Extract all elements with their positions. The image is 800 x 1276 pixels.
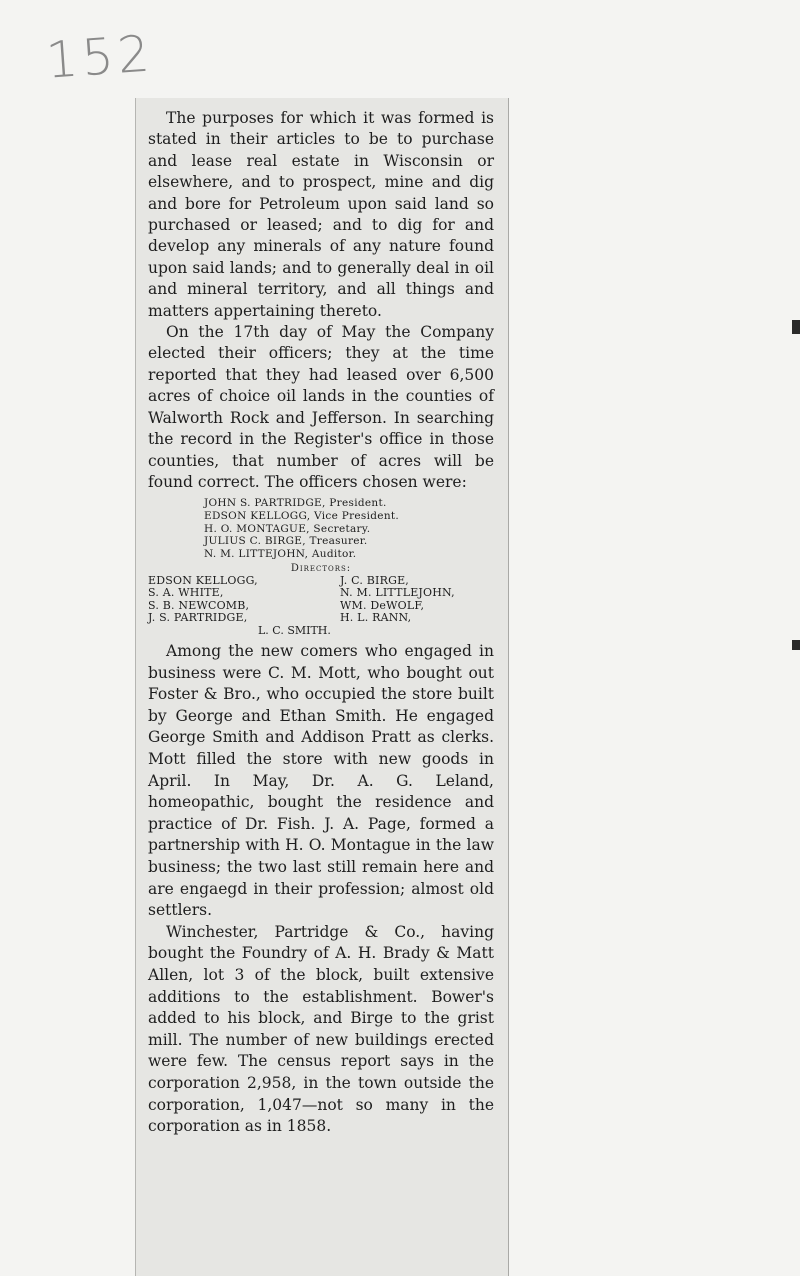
director-entry: J. S. PARTRIDGE, bbox=[148, 610, 248, 624]
director-entry: J. C. BIRGE, bbox=[340, 574, 409, 588]
article-paragraph: Among the new comers who engaged in business were C. M. Mott, who bought out Foster & Bro., who occupied the store built by George and Ethan Smith. He engaged George Smith and Addison Pratt as clerks. Mott filled the store with new goods in April. In May, Dr. A. G. Leland, homeopathic, bought the residence and practice of Dr. Fish. J. A. Page, formed a partnership with H. O. Montague in the law business; the two last still remain here and are engaegd in their profession; almost old settlers. bbox=[148, 642, 494, 920]
director-entry: N. M. LITTLEJOHN, bbox=[340, 586, 455, 600]
director-entry: L. C. SMITH. bbox=[258, 624, 331, 638]
article-paragraph: The purposes for which it was formed is stated in their articles to be to purchase and lease real estate in Wisconsin or elsewhere, and to prospect, mine and dig and bore for Petroleum upon said land so purchased or leased; and to dig for and develop any minerals of any nature found upon said lands; and to generally deal in oil and mineral territory, and all things and matters appertaining thereto. bbox=[148, 109, 494, 320]
article-paragraph: Winchester, Partridge & Co., having bought the Foundry of A. H. Brady & Matt Allen, lot 3 of the block, built extensive additions to the establishment. Bower's added to his block, and Birge to the grist mill. The number of new buildings erected were few. The census report says in the corporation 2,958, in the town outside the corporation, 1,047—not so many in the corporation as in 1858. bbox=[148, 922, 494, 1136]
directors-list bbox=[148, 575, 494, 624]
page-number: 152 bbox=[44, 24, 156, 90]
officer-entry: JULIUS C. BIRGE, Treasurer. bbox=[204, 535, 368, 548]
director-entry: S. A. WHITE, bbox=[148, 586, 224, 600]
scan-edge-mark bbox=[792, 320, 800, 334]
officers-list bbox=[148, 497, 494, 560]
directors-heading: Directors: bbox=[290, 563, 352, 575]
officer-entry: H. O. MONTAGUE, Secretary. bbox=[204, 522, 371, 535]
officer-entry: JOHN S. PARTRIDGE, President. bbox=[204, 497, 387, 510]
director-entry: S. B. NEWCOMB, bbox=[148, 598, 250, 612]
newspaper-clipping bbox=[135, 98, 509, 1276]
director-entry: EDSON KELLOGG, bbox=[148, 574, 258, 588]
director-entry: WM. DeWOLF, bbox=[340, 598, 425, 612]
officer-entry: EDSON KELLOGG, Vice President. bbox=[204, 509, 400, 522]
scan-edge-mark bbox=[792, 640, 800, 650]
officer-entry: N. M. LITTEJOHN, Auditor. bbox=[204, 547, 357, 560]
article-paragraph: On the 17th day of May the Company elected their officers; they at the time reported that they had leased over 6,500 acres of choice oil lands in the counties of Walworth Rock and Jefferson. In searching the record in the Register's office in those counties, that number of acres will be found correct. The officers chosen were: bbox=[148, 323, 494, 491]
article-column bbox=[148, 108, 494, 1138]
director-entry: H. L. RANN, bbox=[340, 610, 412, 624]
